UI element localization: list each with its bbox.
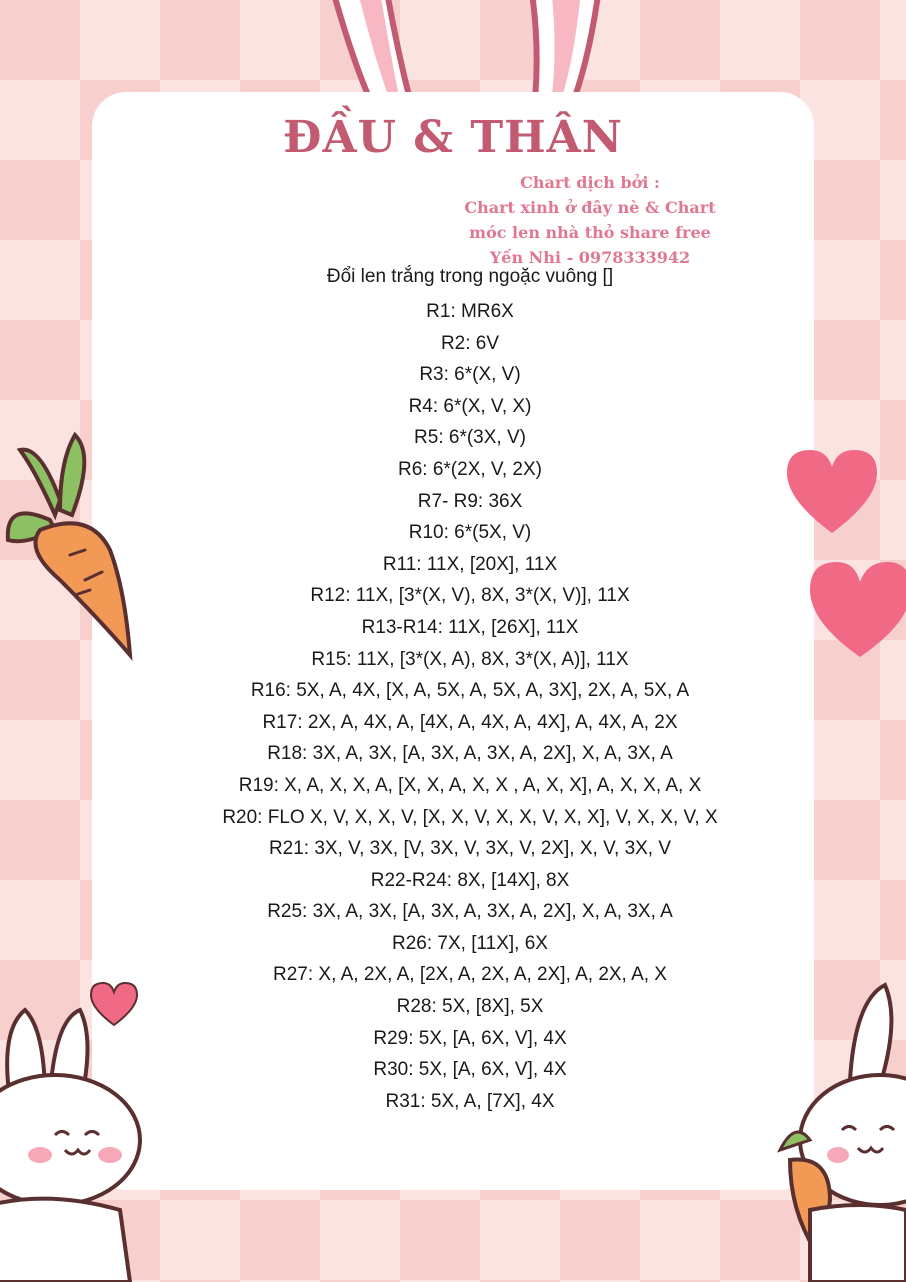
page-title: ĐẦU & THÂN bbox=[283, 112, 623, 163]
pattern-row: R17: 2X, A, 4X, A, [4X, A, 4X, A, 4X], A, 4X, A, 2X bbox=[262, 711, 678, 733]
pattern-row: R5: 6*(3X, V) bbox=[414, 427, 526, 449]
pattern-row: R21: 3X, V, 3X, [V, 3X, V, 3X, V, 2X], X, V, 3X, V bbox=[268, 838, 672, 860]
pattern-row: R22-R24: 8X, [14X], 8X bbox=[370, 869, 570, 891]
pattern-row: R12: 11X, [3*(X, V), 8X, 3*(X, V)], 11X bbox=[310, 585, 630, 607]
credit-block bbox=[430, 170, 750, 270]
pattern-row: R2: 6V bbox=[440, 332, 500, 354]
pattern-row: R25: 3X, A, 3X, [A, 3X, A, 3X, A, 2X], X, A, 3X, A bbox=[267, 901, 673, 923]
pattern-row: R20: FLO X, V, X, X, V, [X, X, V, X, X, V, X, X], V, X, X, V, X bbox=[222, 806, 718, 828]
pattern-row: R19: X, A, X, X, A, [X, X, A, X, X , A, X, X], A, X, X, A, X bbox=[238, 774, 702, 796]
color-change-note: Đổi len trắng trong ngoặc vuông [] bbox=[326, 266, 614, 287]
pattern-row: R15: 11X, [3*(X, A), 8X, 3*(X, A)], 11X bbox=[311, 648, 629, 670]
pattern-row: R11: 11X, [20X], 11X bbox=[382, 553, 558, 575]
pattern-row: R27: X, A, 2X, A, [2X, A, 2X, A, 2X], A, 2X, A, X bbox=[273, 964, 667, 986]
credit-line: Chart dịch bởi : bbox=[520, 173, 660, 192]
credit-line: Yến Nhi - 0978333942 bbox=[489, 248, 691, 267]
pattern-row: R4: 6*(X, V, X) bbox=[408, 395, 532, 417]
pattern-row: R28: 5X, [8X], 5X bbox=[396, 996, 544, 1018]
pattern-row: R10: 6*(5X, V) bbox=[408, 522, 532, 544]
pattern-rows bbox=[0, 296, 906, 1117]
pattern-row: R18: 3X, A, 3X, [A, 3X, A, 3X, A, 2X], X, A, 3X, A bbox=[267, 743, 673, 765]
pattern-row: R7- R9: 36X bbox=[417, 490, 523, 512]
pattern-row: R6: 6*(2X, V, 2X) bbox=[398, 458, 542, 480]
pattern-row: R1: MR6X bbox=[426, 301, 514, 322]
pattern-row: R3: 6*(X, V) bbox=[419, 364, 521, 386]
credit-line: Chart xinh ở đây nè & Chart bbox=[464, 198, 716, 217]
pattern-row: R31: 5X, A, [7X], 4X bbox=[385, 1090, 555, 1112]
pattern-row: R26: 7X, [11X], 6X bbox=[392, 932, 548, 954]
pattern-row: R30: 5X, [A, 6X, V], 4X bbox=[373, 1059, 567, 1081]
pattern-row: R16: 5X, A, 4X, [X, A, 5X, A, 5X, A, 3X], 2X, A, 5X, A bbox=[250, 680, 690, 702]
pattern-row: R29: 5X, [A, 6X, V], 4X bbox=[373, 1027, 567, 1049]
credit-line: móc len nhà thỏ share free bbox=[469, 223, 711, 242]
pattern-row: R13-R14: 11X, [26X], 11X bbox=[361, 616, 579, 638]
